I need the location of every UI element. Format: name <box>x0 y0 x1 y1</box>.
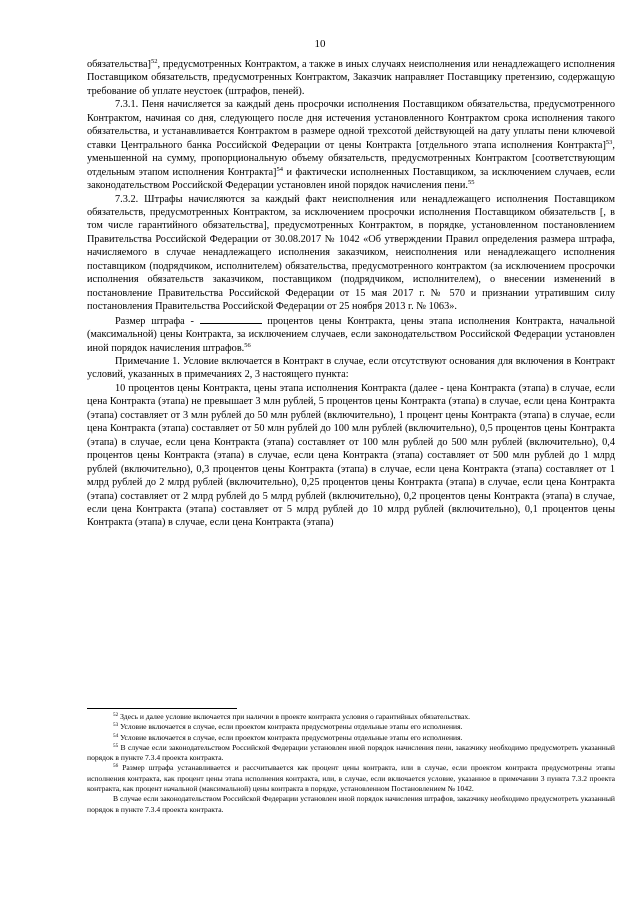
footnote-number: 54 <box>113 732 119 739</box>
footnotes-block <box>87 712 615 815</box>
paragraph-note-1: Примечание 1. Условие включается в Контракт в случае, если отсутствуют основания для включения в Контракт условий, указанных в примечаниях 2, 3 настоящего пункта: <box>87 355 615 381</box>
fill-in-blank[interactable] <box>200 314 262 324</box>
footnote-number: 53 <box>113 722 119 729</box>
footnote-52 <box>87 712 615 722</box>
paragraph-text: обязательства] <box>87 59 151 70</box>
footnote-text: В случае если законодательством Российской Федерации установлен иной порядок начисления штрафов, заказчику необходимо предусмотреть указанный порядок в пункте 7.3.4 проекта контракта. <box>87 794 615 814</box>
paragraph-text: 7.3.1. Пеня начисляется за каждый день просрочки исполнения Поставщиком обязательства, предусмотренного Контрактом, начиная со дня, следующего после дня истечения установленного Контрактом срока исполнения такого обязательства, и устанавливается Контрактом в размере одной трехсотой действующей на дату уплаты пени ключевой ставки Центрального банка Российской Федерации от цены Контракта [отдельного этапа исполнения Контракта] <box>87 99 615 151</box>
paragraph-text: , предусмотренных Контрактом, а также в иных случаях неисполнения или ненадлежащего исполнения Поставщиком обязательств, предусмотренных Контрактом, Заказчик направляет Поставщику претензию, содержащую требование об уплате неустоек (штрафов, пеней). <box>87 59 615 97</box>
footnote-56 <box>87 763 615 794</box>
paragraph-text: , уменьшенной на сумму, пропорциональную объему обязательств, предусмотренных Контрактом [соответствующим отдельным этапом исполнения Контракта] <box>87 139 615 178</box>
footnote-text: Размер штрафа устанавливается и рассчитывается как процент цены контракта, или в случае, если проектом контракта предусмотрены этапы исполнения контракта, как процент цены этапа исполнения контракта, или, в случае, если включается условие, указанное в примечании 3 пункта 7.3.2 проекта контракта, как процент начальной (максимальной) цены контракта в порядке, установленном Постановлением № 1042. <box>87 763 615 794</box>
paragraph-text: и фактически исполненных Поставщиком, за исключением случаев, если законодательством Российской Федерации установлен иной порядок начисления пени. <box>87 166 615 192</box>
paragraph-claim <box>87 58 615 98</box>
footnote-text: Условие включается в случае, если проектом контракта предусмотрены отдельные этапы его исполнения. <box>118 732 463 742</box>
paragraph-text: процентов цены Контракта, цены этапа исполнения Контракта, начальной (максимальной) цены Контракта, за исключением случаев, если законодательством Российской Федерации установлен иной порядок начисления штрафов. <box>87 315 615 354</box>
footnote-53 <box>87 722 615 732</box>
paragraph-text: Размер штрафа - <box>115 315 200 327</box>
paragraph-7-3-2: 7.3.2. Штрафы начисляются за каждый факт неисполнения или ненадлежащего исполнения Поставщиком обязательств, предусмотренных Контрактом, за исключением просрочки исполнения Поставщиком обязательств [, в том числе гарантийного обязательства], предусмотренных Контрактом, в порядке, установленном постановлением Правительства Российской Федерации от 30.08.2017 № 1042 «Об утверждении Правил определения размера штрафа, начисляемого в случае ненадлежащего исполнения заказчиком, неисполнения или ненадлежащего исполнения поставщиком (подрядчиком, исполнителем) обязательства, предусмотренного контрактом (за исключением просрочки исполнения обязательств заказчиком, поставщиком (подрядчиком, исполнителем), о внесении изменений в постановление Правительства Российской Федерации от 15 мая 2017 г. № 570 и признании утратившим силу постановления Правительства Российской Федерации от 25 ноября 2013 г. № 1063». <box>87 193 615 313</box>
footnote-number: 55 <box>113 742 119 749</box>
footnote-text: В случае если законодательством Российской Федерации установлен иной порядок начисления пени, заказчику необходимо предусмотреть указанный порядок в пункте 7.3.4 проекта контракта. <box>87 742 615 763</box>
footnote-54 <box>87 733 615 743</box>
footnote-ref[interactable]: 54 <box>276 165 283 173</box>
footnote-ref[interactable]: 56 <box>244 341 251 349</box>
footnote-text: Условие включается в случае, если проектом контракта предусмотрены отдельные этапы его исполнения. <box>118 722 463 732</box>
paragraph-7-3-1 <box>87 98 615 192</box>
paragraph-percent-scale: 10 процентов цены Контракта, цены этапа исполнения Контракта (далее - цена Контракта (этапа) в случае, если цена Контракта (этапа) не превышает 3 млн рублей, 5 процентов цены Контракта (этапа) в случае, если цена Контракта (этапа) составляет от 3 млн рублей до 50 млн рублей (включительно), 1 процент цены Контракта (этапа) в случае, если цена Контракта (этапа) составляет от 50 млн рублей до 100 млн рублей (включительно), 0,5 процентов цены Контракта (этапа) в случае, если цена Контракта (этапа) составляет от 100 млн рублей до 500 млн рублей (включительно), 0,4 процентов цены Контракта (этапа) в случае, если цена Контракта (этапа) составляет от 500 млн рублей до 1 млрд рублей (включительно), 0,3 процентов цены Контракта (этапа) в случае, если цена Контракта (этапа) составляет от 1 млрд рублей до 2 млрд рублей (включительно), 0,25 процентов цены Контракта (этапа) в случае, если цена Контракта (этапа) составляет от 2 млрд рублей до 5 млрд рублей (включительно), 0,2 процентов цены Контракта (этапа) в случае, если цена Контракта (этапа) составляет от 5 млрд рублей до 10 млрд рублей (включительно), 0,1 процентов цены Контракта (этапа) в случае, если цена Контракта (этапа) <box>87 382 615 529</box>
footnote-ref[interactable]: 52 <box>150 58 158 65</box>
footnote-56-continuation <box>87 794 615 815</box>
footnote-number: 56 <box>113 763 119 770</box>
footnote-number: 52 <box>113 712 119 718</box>
footnote-55 <box>87 743 615 764</box>
paragraph-fine-size <box>87 314 615 355</box>
page-number: 10 <box>314 38 326 50</box>
footnote-ref[interactable]: 53 <box>605 138 613 146</box>
footnote-separator <box>87 708 237 709</box>
footnote-ref[interactable]: 55 <box>468 179 475 187</box>
footnote-text: Здесь и далее условие включается при наличии в проекте контракта условия о гарантийных обязательствах. <box>118 712 471 721</box>
document-body <box>87 58 615 530</box>
